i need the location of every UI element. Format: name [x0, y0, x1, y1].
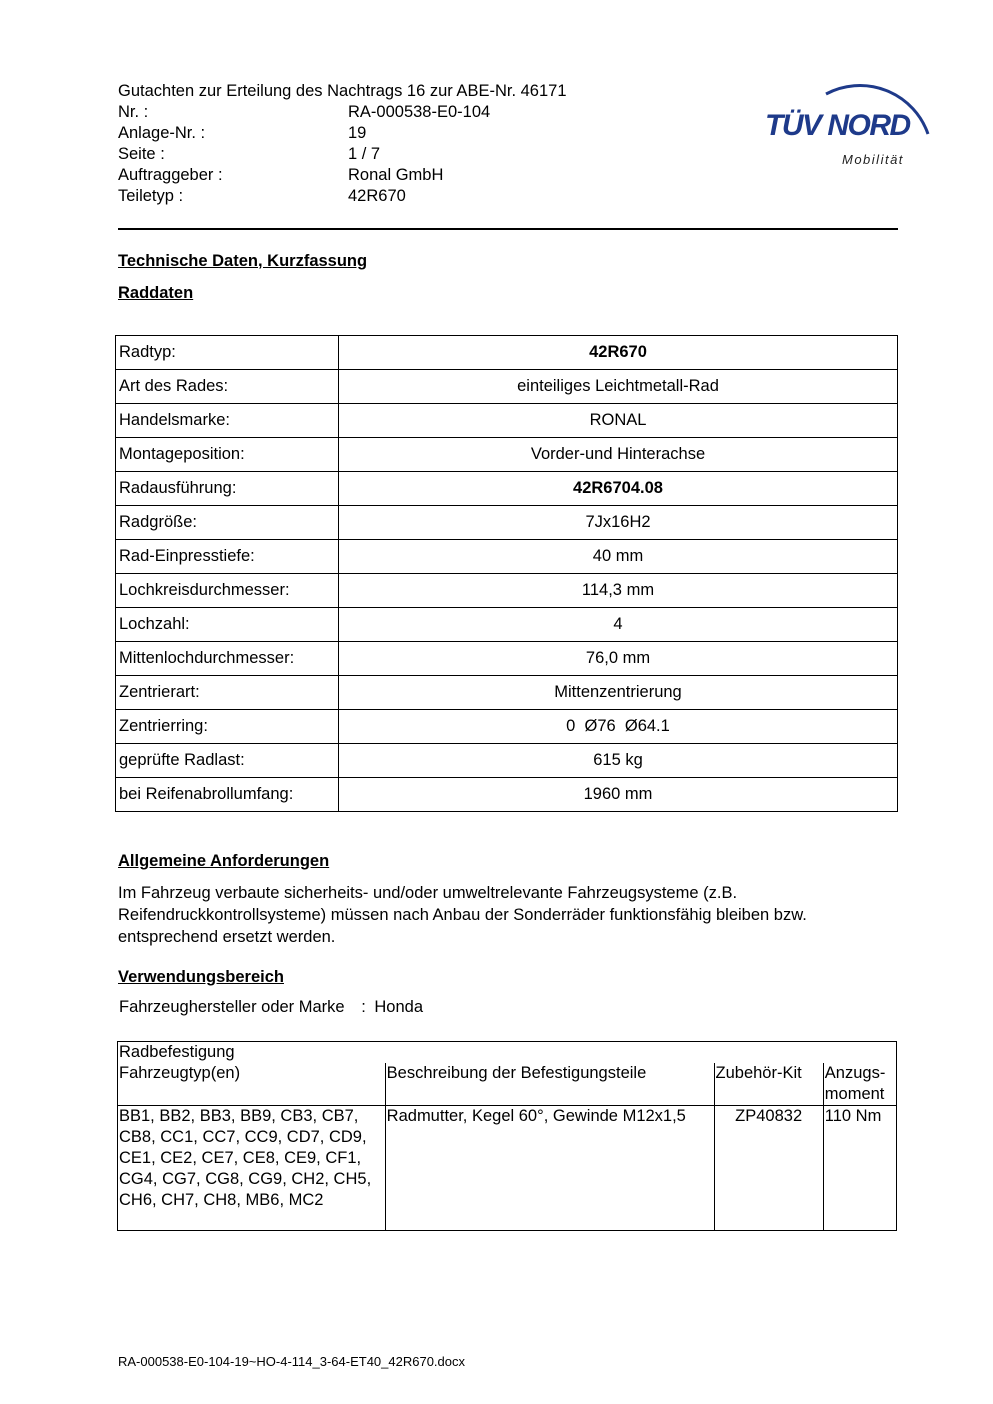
table-cell-value: 42R6704.08: [339, 472, 898, 506]
column-header-fastener-description: Beschreibung der Befestigungsteile: [385, 1063, 714, 1106]
table-row: [116, 472, 898, 506]
table-cell-label: Lochzahl:: [116, 608, 339, 642]
table-cell-value: 42R670: [339, 336, 898, 370]
table-cell-label: Handelsmarke:: [116, 404, 339, 438]
meta-row-anlage: Anlage-Nr. : 19: [118, 124, 367, 142]
tuv-nord-arc-icon: [760, 58, 940, 173]
mounting-table: [117, 1041, 897, 1231]
wheel-data-table: [115, 335, 898, 812]
table-row: [118, 1106, 897, 1231]
table-cell-label: Zentrierring:: [116, 710, 339, 744]
table-cell-value: 1960 mm: [339, 778, 898, 812]
document-title: Gutachten zur Erteilung des Nachtrags 16 zur ABE-Nr. 46171: [118, 82, 567, 100]
table-cell-value: 615 kg: [339, 744, 898, 778]
table-cell-label: Zentrierart:: [116, 676, 339, 710]
table-cell-label: Lochkreisdurchmesser:: [116, 574, 339, 608]
column-header-accessory-kit: Zubehör-Kit: [714, 1063, 823, 1106]
table-cell-value: einteiliges Leichtmetall-Rad: [339, 370, 898, 404]
table-row: [116, 744, 898, 778]
table-cell-value: 76,0 mm: [339, 642, 898, 676]
meta-row-teiletyp: Teiletyp : 42R670: [118, 187, 406, 205]
table-row: [116, 574, 898, 608]
table-cell-label: bei Reifenabrollumfang:: [116, 778, 339, 812]
table-header-row: [118, 1063, 897, 1106]
cell-fastener-description: Radmutter, Kegel 60°, Gewinde M12x1,5: [385, 1106, 714, 1231]
header-divider: [118, 228, 898, 230]
table-row: [116, 540, 898, 574]
cell-vehicle-types: BB1, BB2, BB3, BB9, CB3, CB7, CB8, CC1, CC7, CC9, CD7, CD9, CE1, CE2, CE7, CE8, CE9, CF1, CG4, CG7, CG8, CG9, CH2, CH5, CH6, CH7, CH8, MB6, MC2: [118, 1106, 386, 1231]
table-cell-label: Montageposition:: [116, 438, 339, 472]
table-row: [116, 506, 898, 540]
table-cell-value: Vorder-und Hinterachse: [339, 438, 898, 472]
manufacturer-separator: :: [361, 998, 366, 1016]
manufacturer-label: Fahrzeughersteller oder Marke: [119, 998, 345, 1016]
table-cell-label: Radtyp:: [116, 336, 339, 370]
table-cell-label: Art des Rades:: [116, 370, 339, 404]
section-technical-heading: Technische Daten, Kurzfassung: [118, 252, 368, 270]
table-cell-value: Mittenzentrierung: [339, 676, 898, 710]
meta-row-nr: Nr. : RA-000538-E0-104: [118, 103, 491, 121]
table-cell-label: Radgröße:: [116, 506, 339, 540]
meta-row-seite: Seite : 1 / 7: [118, 145, 381, 163]
table-row: [116, 438, 898, 472]
table-cell-value: RONAL: [339, 404, 898, 438]
column-header-vehicle-types: Fahrzeugtyp(en): [118, 1063, 386, 1106]
table-row: [116, 676, 898, 710]
table-row: [116, 710, 898, 744]
logo-brand-text: TÜV NORD: [765, 109, 910, 142]
table-cell-value: 7Jx16H2: [339, 506, 898, 540]
table-cell-label: Rad-Einpresstiefe:: [116, 540, 339, 574]
table-cell-value: 114,3 mm: [339, 574, 898, 608]
logo-subtitle-text: Mobilität: [842, 152, 904, 167]
table-cell-value: 40 mm: [339, 540, 898, 574]
section-general-heading: Allgemeine Anforderungen: [118, 852, 330, 870]
table-row: [116, 608, 898, 642]
manufacturer-line: [119, 998, 423, 1017]
footer-filename: RA-000538-E0-104-19~HO-4-114_3-64-ET40_42R670.docx: [118, 1354, 466, 1369]
table-row: [116, 778, 898, 812]
table-row: [116, 642, 898, 676]
table-row: [116, 370, 898, 404]
table-row: [116, 404, 898, 438]
general-requirements-text: Im Fahrzeug verbaute sicherheits- und/oder umweltrelevante Fahrzeugsysteme (z.B. Reifendruckkontrollsysteme) müssen nach Anbau der Sonderräder funktionsfähig bleiben bzw. entsprechend ersetzt werden.: [118, 884, 807, 946]
table-cell-label: Mittenlochdurchmesser:: [116, 642, 339, 676]
tuv-nord-logo: [760, 58, 940, 173]
table-cell-label: Radausführung:: [116, 472, 339, 506]
mounting-table-caption: Radbefestigung: [118, 1042, 897, 1064]
section-usage-heading: Verwendungsbereich: [118, 968, 284, 986]
document-meta: [118, 102, 490, 207]
manufacturer-value: Honda: [374, 998, 424, 1016]
table-row: [116, 336, 898, 370]
cell-torque: 110 Nm: [823, 1106, 896, 1231]
column-header-torque: Anzugs-moment: [823, 1063, 896, 1106]
table-cell-value: 0 Ø76 Ø64.1: [339, 710, 898, 744]
meta-row-auftraggeber: Auftraggeber : Ronal GmbH: [118, 166, 444, 184]
table-cell-label: geprüfte Radlast:: [116, 744, 339, 778]
cell-accessory-kit: ZP40832: [714, 1106, 823, 1231]
table-cell-value: 4: [339, 608, 898, 642]
section-raddaten-heading: Raddaten: [118, 284, 194, 302]
